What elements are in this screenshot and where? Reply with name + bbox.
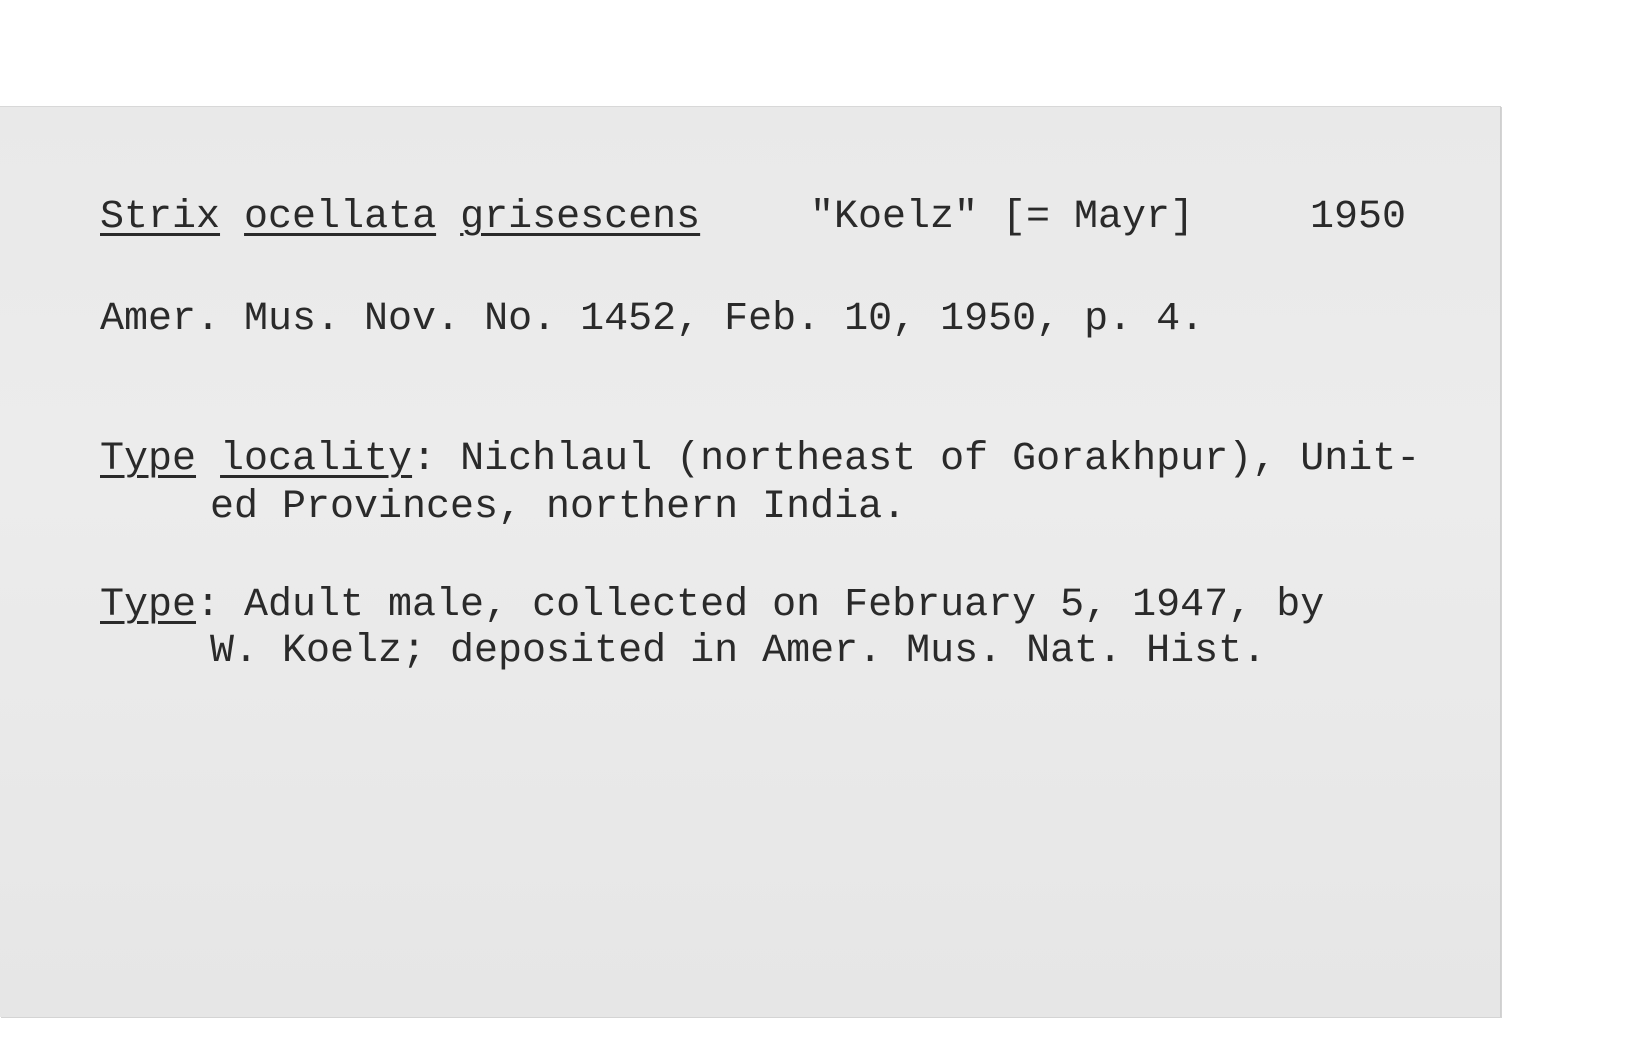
author: "Koelz" [= Mayr]: [810, 195, 1195, 240]
type-locality-line-2: ed Provinces, northern India.: [210, 485, 907, 530]
subspecies: grisescens: [460, 195, 701, 240]
genus: Strix: [100, 195, 221, 240]
type-locality-text-1: : Nichlaul (northeast of Gorakhpur), Unit-: [412, 437, 1421, 482]
type-locality-label-word2: locality: [220, 437, 413, 482]
type-line-2: W. Koelz; deposited in Amer. Mus. Nat. Hist.: [210, 629, 1267, 674]
type-locality-line-1: [100, 437, 1420, 483]
type-label: Type: [100, 583, 197, 628]
year: 1950: [1310, 195, 1407, 240]
species: ocellata: [244, 195, 437, 240]
type-line-1: [100, 583, 1324, 629]
type-text-1: : Adult male, collected on February 5, 1947, by: [196, 583, 1325, 628]
index-card: [0, 106, 1501, 1017]
type-locality-label-word1: Type: [100, 437, 197, 482]
citation: Amer. Mus. Nov. No. 1452, Feb. 10, 1950, p. 4.: [100, 297, 1205, 342]
header-line: [100, 195, 700, 241]
